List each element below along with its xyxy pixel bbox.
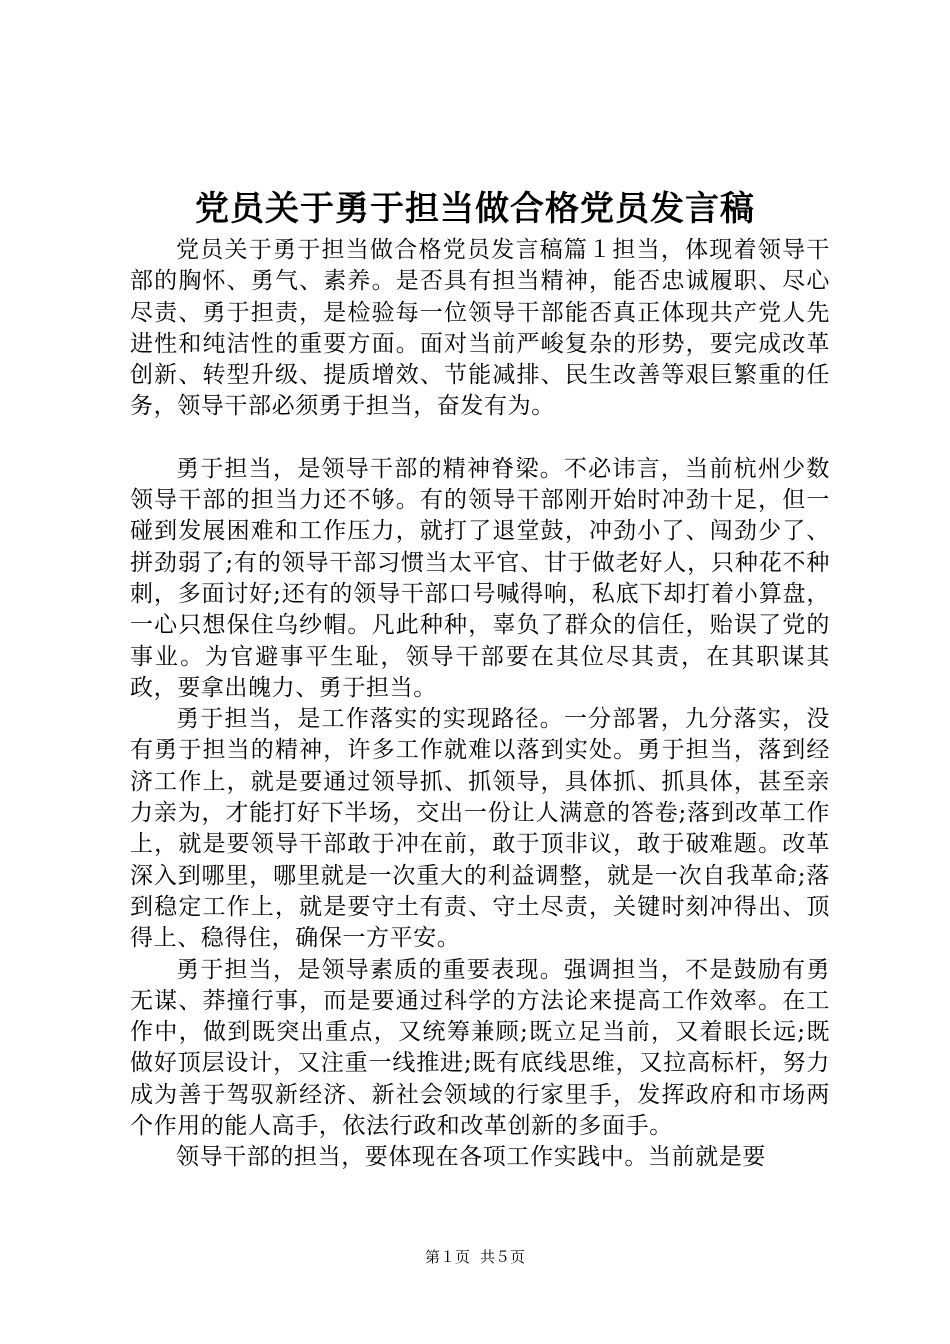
page-footer bbox=[0, 1247, 950, 1267]
paragraph-spacer bbox=[130, 423, 830, 454]
page-total: 共５页 bbox=[480, 1248, 526, 1266]
paragraph-3: 勇于担当，是工作落实的实现路径。一分部署，九分落实，没有勇于担当的精神，许多工作就难以落到实处。勇于担当，落到经济工作上，就是要通过领导抓、抓领导，具体抓、抓具体，甚至亲力亲为，才能打好下半场，交出一份让人满意的答卷;落到改革工作上，就是要领导干部敢于冲在前，敢于顶非议，敢于破难题。改革深入到哪里，哪里就是一次重大的利益调整，就是一次自我革命;落到稳定工作上，就是要守土有责、守土尽责，关键时刻冲得出、顶得上、稳得住，确保一方平安。 bbox=[130, 706, 830, 952]
paragraph-5: 领导干部的担当，要体现在各项工作实践中。当前就是要 bbox=[176, 1144, 766, 1171]
document-title: 党员关于勇于担当做合格党员发言稿 bbox=[195, 189, 755, 229]
page-number: 第１页 bbox=[424, 1248, 470, 1266]
paragraph-1: 党员关于勇于担当做合格党员发言稿篇１担当，体现着领导干部的胸怀、勇气、素养。是否具有担当精神，能否忠诚履职、尽心尽责、勇于担责，是检验每一位领导干部能否真正体现共产党人先进性和纯洁性的重要方面。面对当前严峻复杂的形势，要完成改革创新、转型升级、提质增效、节能减排、民生改善等艰巨繁重的任务，领导干部必须勇于担当，奋发有为。 bbox=[130, 237, 830, 420]
document-body bbox=[130, 235, 830, 1174]
paragraph-2: 勇于担当，是领导干部的精神脊梁。不必讳言，当前杭州少数领导干部的担当力还不够。有的领导干部刚开始时冲劲十足，但一碰到发展困难和工作压力，就打了退堂鼓，冲劲小了、闯劲少了、拼劲弱了;有的领导干部习惯当太平官、甘于做老好人，只种花不种刺，多面讨好;还有的领导干部口号喊得响，私底下却打着小算盘，一心只想保住乌纱帽。凡此种种，辜负了群众的信任，贻误了党的事业。为官避事平生耻，领导干部要在其位尽其责，在其职谋其政，要拿出魄力、勇于担当。 bbox=[130, 455, 830, 701]
paragraph-4: 勇于担当，是领导素质的重要表现。强调担当，不是鼓励有勇无谋、莽撞行事，而是要通过科学的方法论来提高工作效率。在工作中，做到既突出重点，又统筹兼顾;既立足当前，又着眼长远;既做好顶层设计，又注重一线推进;既有底线思维，又拉高标杆，努力成为善于驾驭新经济、新社会领域的行家里手，发挥政府和市场两个作用的能人高手，依法行政和改革创新的多面手。 bbox=[130, 956, 830, 1140]
